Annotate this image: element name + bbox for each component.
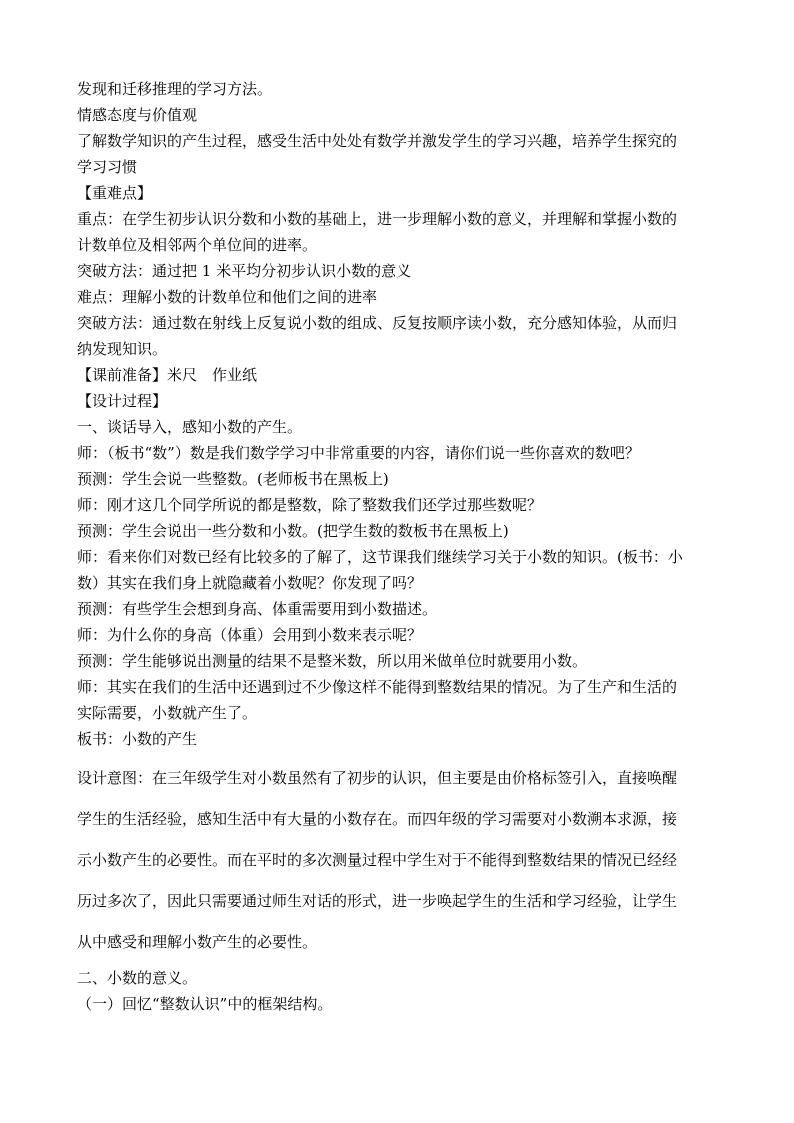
design-intent-line: 从中感受和理解小数产生的必要性。 — [77, 933, 318, 951]
section-heading-key-points: 【重难点】 — [77, 184, 153, 202]
text-line: 发现和迁移推理的学习方法。 — [77, 80, 273, 98]
design-intent-line: 设计意图：在三年级学生对小数虽然有了初步的认识，但主要是由价格标签引入，直接唤醒 — [77, 769, 678, 787]
text-line: 了解数学知识的产生过程，感受生活中处处有数学并激发学生的学习兴趣，培养学生探究的 — [77, 132, 678, 150]
section-heading-preparation: 【课前准备】米尺 作业纸 — [77, 366, 258, 384]
text-line: 纳发现知识。 — [77, 340, 168, 358]
section-heading-design-process: 【设计过程】 — [77, 392, 168, 410]
text-line: 预测：学生会说一些整数。(老师板书在黑板上) — [77, 470, 389, 488]
text-line: 数）其实在我们身上就隐藏着小数呢？你发现了吗？ — [77, 574, 423, 592]
text-line: 师：其实在我们的生活中还遇到过不少像这样不能得到整数结果的情况。为了生产和生活的 — [77, 678, 678, 696]
text-line: 师：刚才这几个同学所说的都是整数，除了整数我们还学过那些数呢？ — [77, 496, 543, 514]
body-text-top — [77, 76, 722, 752]
text-line: 计数单位及相邻两个单位间的进率。 — [77, 236, 318, 254]
text-line: 重点：在学生初步认识分数和小数的基础上，进一步理解小数的意义，并理解和掌握小数的 — [77, 210, 678, 228]
text-line: 学习习惯 — [77, 158, 138, 176]
subheading-part-one: 一、谈话导入，感知小数的产生。 — [77, 418, 303, 436]
text-line: 师：为什么你的身高（体重）会用到小数来表示呢？ — [77, 626, 423, 644]
design-intent-block — [77, 758, 722, 963]
text-line: 师：（板书“数”）数是我们数学学习中非常重要的内容，请你们说一些你喜欢的数吧？ — [77, 444, 640, 462]
text-line: 预测：有些学生会想到身高、体重需要用到小数描述。 — [77, 600, 438, 618]
subheading-sub-one: （一）回忆“整数认识”中的框架结构。 — [77, 995, 333, 1013]
design-intent-line: 示小数产生的必要性。而在平时的多次测量过程中学生对于不能得到整数结果的情况已经经 — [77, 851, 678, 869]
design-intent-line: 历过多次了，因此只需要通过师生对话的形式，进一步唤起学生的生活和学习经验，让学生 — [77, 892, 678, 910]
text-line: 难点：理解小数的计数单位和他们之间的进率 — [77, 288, 378, 306]
body-text-bottom — [77, 965, 722, 1017]
text-line: 预测：学生能够说出测量的结果不是整米数，所以用米做单位时就要用小数。 — [77, 652, 588, 670]
document-page — [77, 76, 722, 1017]
section-heading-affect: 情感态度与价值观 — [77, 106, 198, 124]
text-line: 师：看来你们对数已经有比较多的了解了，这节课我们继续学习关于小数的知识。(板书：小 — [77, 548, 683, 566]
text-line: 突破方法：通过数在射线上反复说小数的组成、反复按顺序读小数，充分感知体验，从而归 — [77, 314, 678, 332]
design-intent-line: 学生的生活经验，感知生活中有大量的小数存在。而四年级的学习需要对小数溯本求源，接 — [77, 810, 678, 828]
text-line: 突破方法：通过把 1 米平均分初步认识小数的意义 — [77, 262, 412, 280]
text-line: 预测：学生会说出一些分数和小数。(把学生数的数板书在黑板上) — [77, 522, 509, 540]
blackboard-title: 板书：小数的产生 — [77, 730, 198, 748]
subheading-part-two: 二、小数的意义。 — [77, 969, 198, 987]
text-line: 实际需要，小数就产生了。 — [77, 704, 258, 722]
